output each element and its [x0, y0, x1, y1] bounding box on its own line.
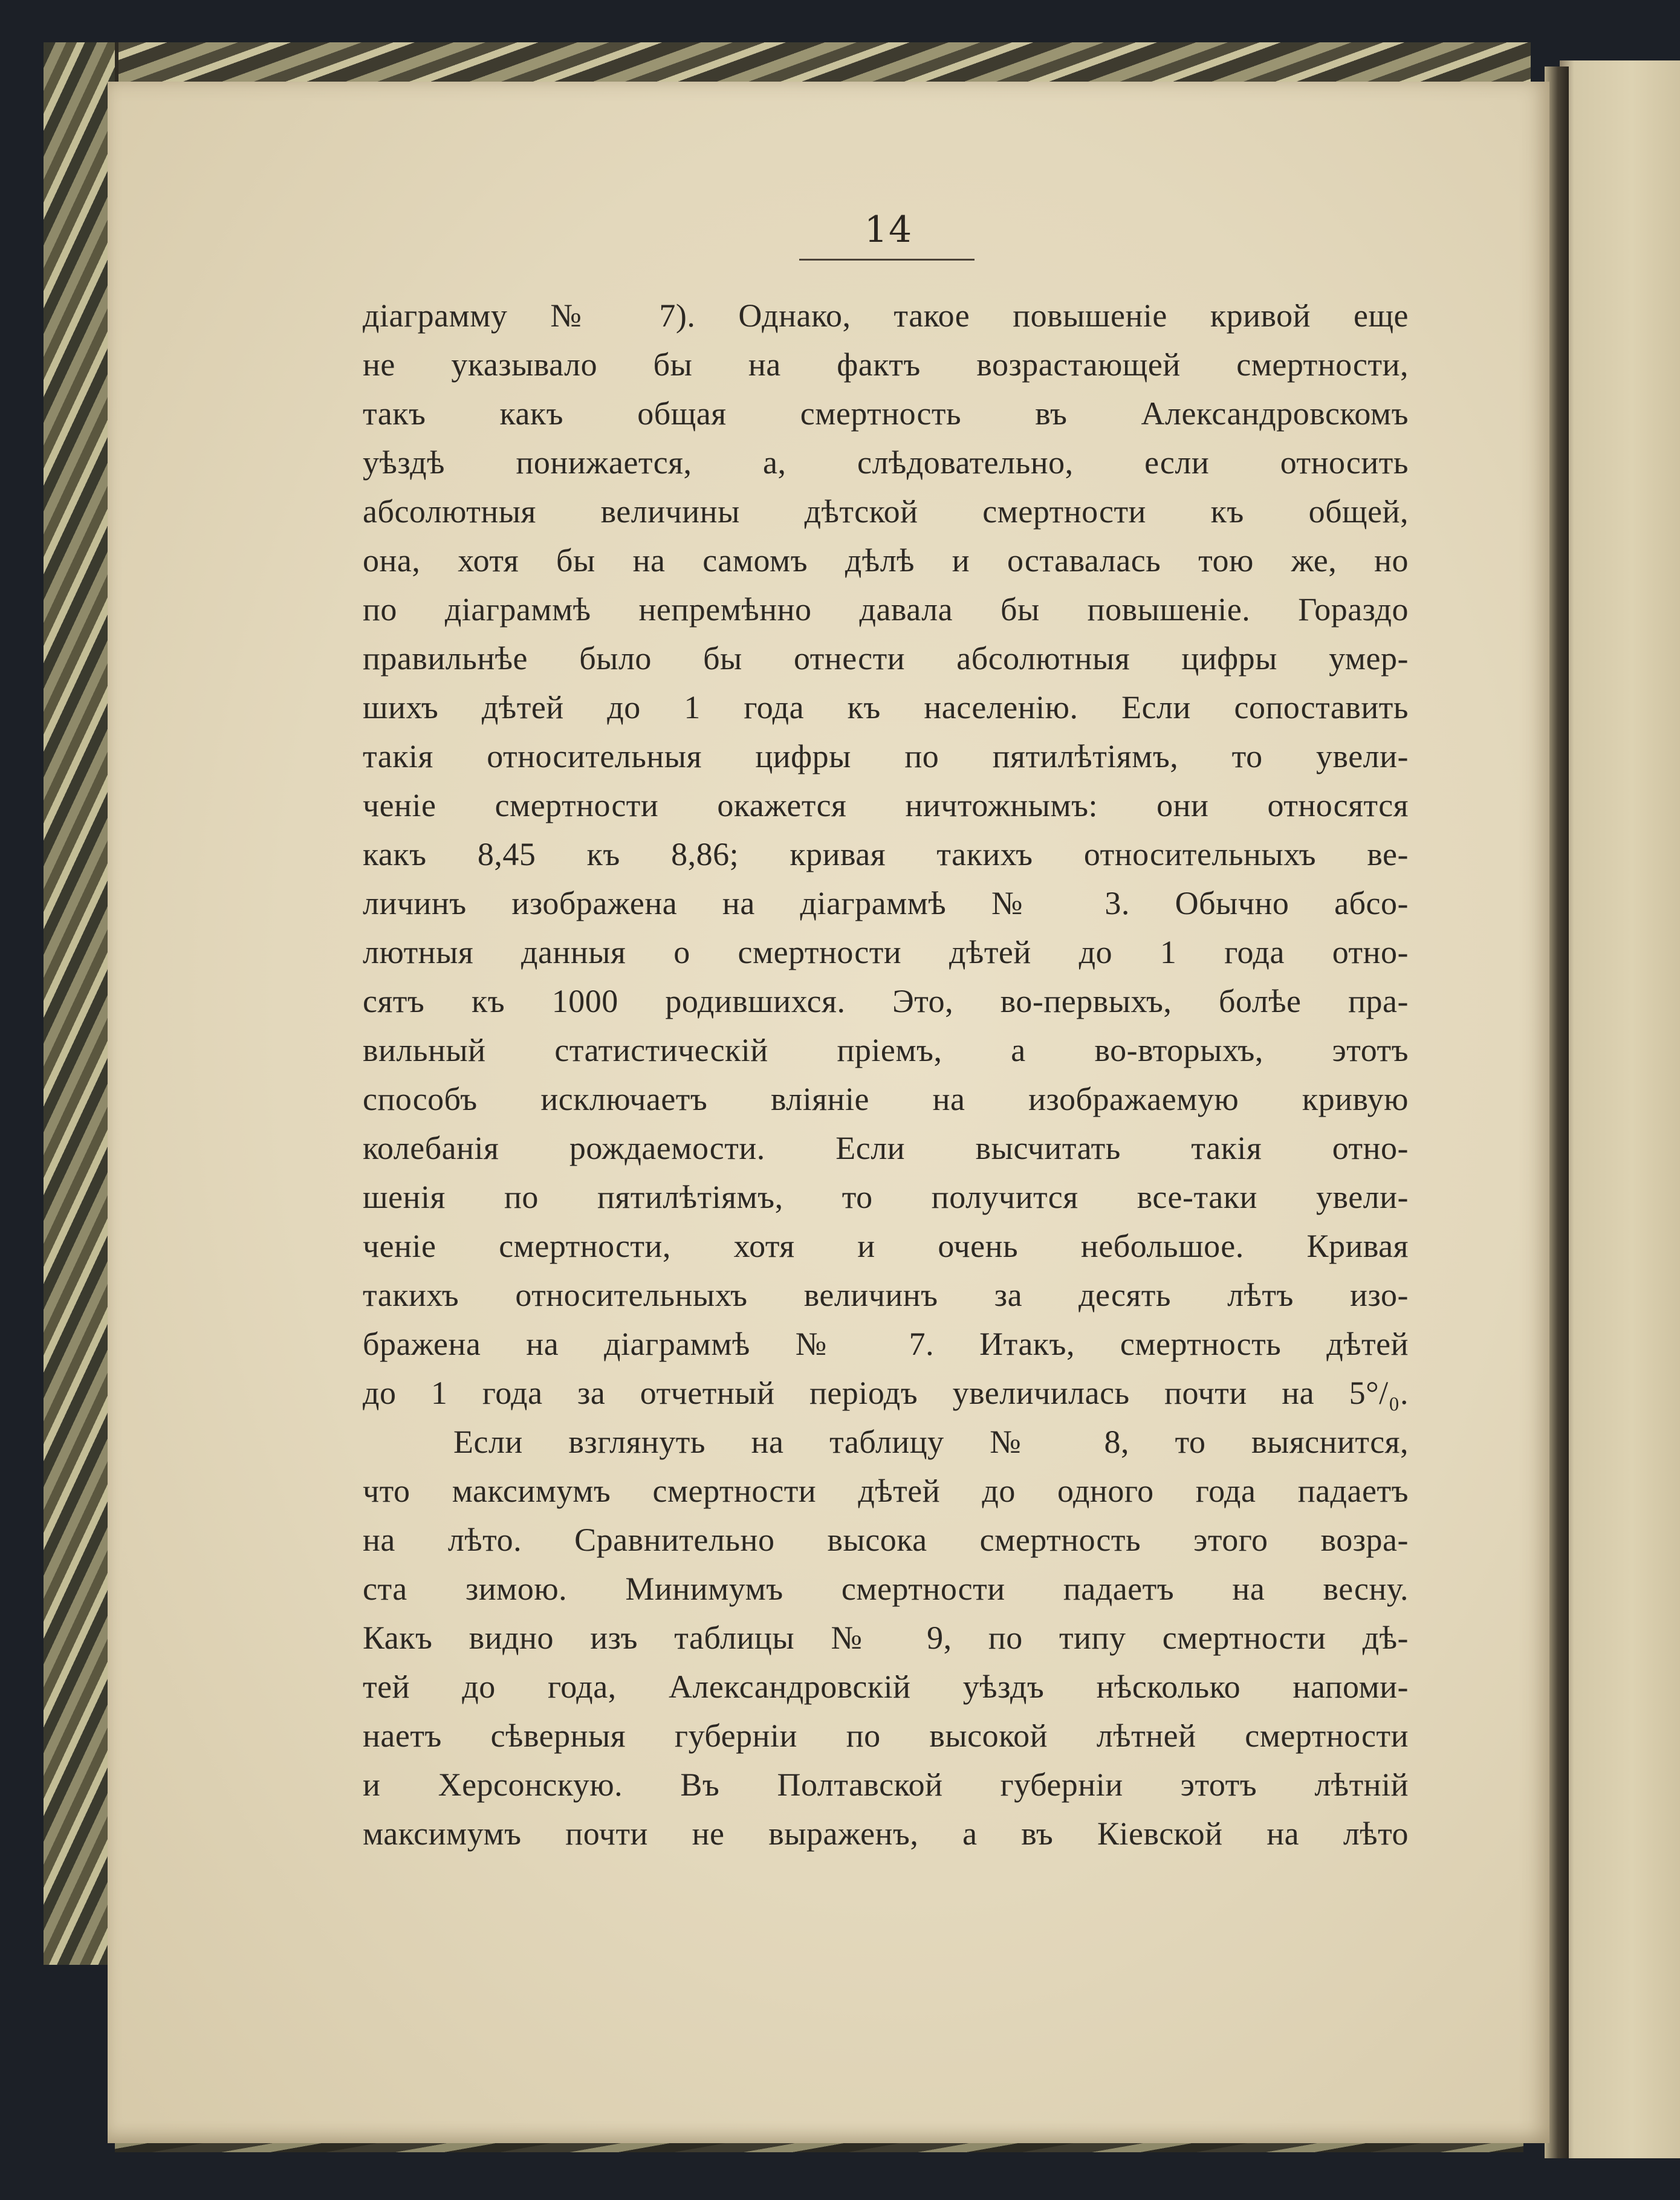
text-line: способъ исключаетъ вліяніе на изображаемую кривую [363, 1081, 1409, 1117]
text-line: такъ какъ общая смертность въ Александровскомъ [363, 395, 1409, 432]
text-line: до 1 года за отчетный періодъ увеличилась почти на 5°/₀. [363, 1375, 1409, 1411]
text-line: Какъ видно изъ таблицы № 9, по типу смертности дѣ- [363, 1620, 1409, 1656]
text-line: такихъ относительныхъ величинъ за десять лѣтъ изо- [363, 1277, 1409, 1313]
body-text [363, 291, 1409, 1858]
text-line: колебанія рождаемости. Если высчитать такія отно- [363, 1130, 1409, 1166]
book-cover-marbled-top [44, 42, 1531, 83]
text-line: какъ 8,45 къ 8,86; кривая такихъ относительныхъ ве- [363, 836, 1409, 872]
text-line: что максимумъ смертности дѣтей до одного года падаетъ [363, 1473, 1409, 1509]
text-line: абсолютныя величины дѣтской смертности къ общей, [363, 493, 1409, 530]
text-line: такія относительныя цифры по пятилѣтіямъ, то увели- [363, 738, 1409, 774]
page-number-rule [799, 259, 975, 261]
text-line: уѣздѣ понижается, а, слѣдовательно, если относить [363, 444, 1409, 481]
text-line: вильный статистическій пріемъ, а во-вторыхъ, этотъ [363, 1032, 1409, 1068]
text-line: не указывало бы на фактъ возрастающей смертности, [363, 346, 1409, 383]
text-line: ста зимою. Минимумъ смертности падаетъ на весну. [363, 1571, 1409, 1607]
text-line: бражена на діаграммѣ № 7. Итакъ, смертность дѣтей [363, 1326, 1409, 1362]
text-line: наетъ сѣверныя губерніи по высокой лѣтней смертности [363, 1718, 1409, 1754]
text-line: ченіе смертности окажется ничтожнымъ: они относятся [363, 787, 1409, 823]
text-line: сятъ къ 1000 родившихся. Это, во-первыхъ, болѣе пра- [363, 983, 1409, 1019]
text-line: діаграмму № 7). Однако, такое повышеніе кривой еще [363, 297, 1409, 334]
text-line: личинъ изображена на діаграммѣ № 3. Обычно абсо- [363, 885, 1409, 921]
text-line: максимумъ почти не выраженъ, а въ Кіевской на лѣто [363, 1815, 1409, 1852]
text-line: и Херсонскую. Въ Полтавской губерніи этотъ лѣтній [363, 1767, 1409, 1803]
next-page-edge [1560, 60, 1680, 2158]
text-line: на лѣто. Сравнительно высока смертность этого возра- [363, 1522, 1409, 1558]
text-line: шихъ дѣтей до 1 года къ населенію. Если сопоставить [363, 689, 1409, 725]
page-number: 14 [864, 209, 913, 251]
text-line: лютныя данныя о смертности дѣтей до 1 года отно- [363, 934, 1409, 970]
text-line: ченіе смертности, хотя и очень небольшое. Кривая [363, 1228, 1409, 1264]
text-line: по діаграммѣ непремѣнно давала бы повышеніе. Гораздо [363, 591, 1409, 628]
text-line: правильнѣе было бы отнести абсолютныя цифры умер- [363, 640, 1409, 677]
text-line: она, хотя бы на самомъ дѣлѣ и оставалась тою же, но [363, 542, 1409, 579]
paragraph-first-line: Если взглянуть на таблицу № 8, то выяснится, [453, 1424, 1409, 1460]
text-line: шенія по пятилѣтіямъ, то получится все-таки увели- [363, 1179, 1409, 1215]
text-line: тей до года, Александровскій уѣздъ нѣсколько напоми- [363, 1669, 1409, 1705]
